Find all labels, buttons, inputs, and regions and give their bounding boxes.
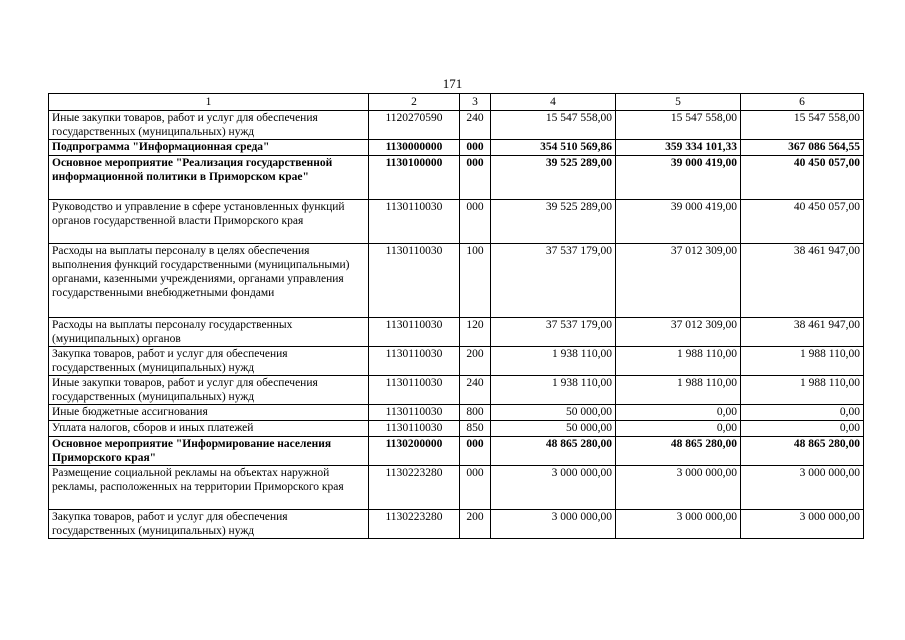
row-amount-1-cell: 15 547 558,00 [491, 111, 616, 140]
row-code-cell: 1130200000 [369, 437, 460, 466]
row-amount-2-cell: 15 547 558,00 [616, 111, 741, 140]
row-name-cell: Расходы на выплаты персоналу государственных (муниципальных) органов [49, 318, 369, 347]
header-col-1: 1 [49, 94, 369, 111]
row-amount-3-cell: 48 865 280,00 [741, 437, 864, 466]
row-code-cell: 1130110030 [369, 421, 460, 437]
table-row [49, 376, 864, 405]
row-code-cell: 1130000000 [369, 140, 460, 156]
row-amount-2-cell: 1 988 110,00 [616, 347, 741, 376]
table-row [49, 318, 864, 347]
row-name-cell: Руководство и управление в сфере установленных функций органов государственной власти Приморского края [49, 200, 369, 244]
row-amount-2-cell: 3 000 000,00 [616, 510, 741, 539]
row-amount-3-cell: 0,00 [741, 421, 864, 437]
row-vr-cell: 200 [460, 510, 491, 539]
row-name-cell: Иные закупки товаров, работ и услуг для обеспечения государственных (муниципальных) нужд [49, 111, 369, 140]
row-name-cell: Основное мероприятие "Информирование населения Приморского края" [49, 437, 369, 466]
row-vr-cell: 000 [460, 466, 491, 510]
row-amount-2-cell: 48 865 280,00 [616, 437, 741, 466]
row-code-cell: 1130110030 [369, 200, 460, 244]
row-vr-cell: 120 [460, 318, 491, 347]
table-row [49, 421, 864, 437]
row-amount-1-cell: 1 938 110,00 [491, 347, 616, 376]
table-row [49, 437, 864, 466]
row-code-cell: 1130110030 [369, 244, 460, 318]
row-amount-1-cell: 3 000 000,00 [491, 510, 616, 539]
row-amount-1-cell: 3 000 000,00 [491, 466, 616, 510]
row-amount-3-cell: 40 450 057,00 [741, 156, 864, 200]
row-amount-2-cell: 0,00 [616, 405, 741, 421]
row-code-cell: 1120270590 [369, 111, 460, 140]
row-amount-1-cell: 37 537 179,00 [491, 244, 616, 318]
row-amount-2-cell: 3 000 000,00 [616, 466, 741, 510]
row-amount-3-cell: 367 086 564,55 [741, 140, 864, 156]
table-row [49, 466, 864, 510]
row-name-cell: Уплата налогов, сборов и иных платежей [49, 421, 369, 437]
row-amount-1-cell: 354 510 569,86 [491, 140, 616, 156]
table-row [49, 510, 864, 539]
table-row [49, 200, 864, 244]
row-amount-3-cell: 3 000 000,00 [741, 466, 864, 510]
row-vr-cell: 240 [460, 376, 491, 405]
row-vr-cell: 000 [460, 200, 491, 244]
table-body [49, 111, 864, 539]
row-amount-3-cell: 38 461 947,00 [741, 318, 864, 347]
row-vr-cell: 100 [460, 244, 491, 318]
row-code-cell: 1130110030 [369, 318, 460, 347]
row-amount-3-cell: 1 988 110,00 [741, 347, 864, 376]
header-col-4: 4 [491, 94, 616, 111]
row-vr-cell: 200 [460, 347, 491, 376]
row-name-cell: Закупка товаров, работ и услуг для обеспечения государственных (муниципальных) нужд [49, 347, 369, 376]
row-code-cell: 1130110030 [369, 405, 460, 421]
budget-table [48, 93, 864, 539]
row-code-cell: 1130223280 [369, 466, 460, 510]
row-amount-2-cell: 1 988 110,00 [616, 376, 741, 405]
row-amount-3-cell: 0,00 [741, 405, 864, 421]
table-row [49, 405, 864, 421]
table-row [49, 156, 864, 200]
page-number: 171 [442, 76, 463, 91]
row-amount-3-cell: 1 988 110,00 [741, 376, 864, 405]
row-vr-cell: 240 [460, 111, 491, 140]
row-name-cell: Иные бюджетные ассигнования [49, 405, 369, 421]
row-amount-1-cell: 39 525 289,00 [491, 156, 616, 200]
header-col-5: 5 [616, 94, 741, 111]
row-vr-cell: 800 [460, 405, 491, 421]
row-amount-2-cell: 37 012 309,00 [616, 318, 741, 347]
header-col-2: 2 [369, 94, 460, 111]
row-name-cell: Иные закупки товаров, работ и услуг для обеспечения государственных (муниципальных) нужд [49, 376, 369, 405]
row-amount-2-cell: 0,00 [616, 421, 741, 437]
row-amount-1-cell: 39 525 289,00 [491, 200, 616, 244]
row-vr-cell: 850 [460, 421, 491, 437]
row-amount-1-cell: 37 537 179,00 [491, 318, 616, 347]
row-name-cell: Размещение социальной рекламы на объектах наружной рекламы, расположенных на территории Приморского края [49, 466, 369, 510]
row-name-cell: Подпрограмма "Информационная среда" [49, 140, 369, 156]
row-amount-2-cell: 37 012 309,00 [616, 244, 741, 318]
row-amount-3-cell: 3 000 000,00 [741, 510, 864, 539]
row-amount-3-cell: 38 461 947,00 [741, 244, 864, 318]
row-amount-2-cell: 39 000 419,00 [616, 200, 741, 244]
row-code-cell: 1130100000 [369, 156, 460, 200]
row-amount-2-cell: 359 334 101,33 [616, 140, 741, 156]
row-vr-cell: 000 [460, 140, 491, 156]
row-name-cell: Основное мероприятие "Реализация государственной информационной политики в Приморском крае" [49, 156, 369, 200]
table-row [49, 347, 864, 376]
row-amount-1-cell: 50 000,00 [491, 421, 616, 437]
header-col-3: 3 [460, 94, 491, 111]
row-code-cell: 1130110030 [369, 376, 460, 405]
row-amount-2-cell: 39 000 419,00 [616, 156, 741, 200]
table-row [49, 111, 864, 140]
row-vr-cell: 000 [460, 156, 491, 200]
row-vr-cell: 000 [460, 437, 491, 466]
row-amount-1-cell: 50 000,00 [491, 405, 616, 421]
row-name-cell: Расходы на выплаты персоналу в целях обеспечения выполнения функций государственными (муниципальными) органами, казенными учреждениями, органами управления государственными внебюджетными фондами [49, 244, 369, 318]
row-name-cell: Закупка товаров, работ и услуг для обеспечения государственных (муниципальных) нужд [49, 510, 369, 539]
table-header [49, 94, 864, 111]
header-col-6: 6 [741, 94, 864, 111]
row-code-cell: 1130110030 [369, 347, 460, 376]
row-amount-1-cell: 48 865 280,00 [491, 437, 616, 466]
table-row [49, 140, 864, 156]
row-amount-1-cell: 1 938 110,00 [491, 376, 616, 405]
table-row [49, 244, 864, 318]
row-code-cell: 1130223280 [369, 510, 460, 539]
row-amount-3-cell: 40 450 057,00 [741, 200, 864, 244]
row-amount-3-cell: 15 547 558,00 [741, 111, 864, 140]
